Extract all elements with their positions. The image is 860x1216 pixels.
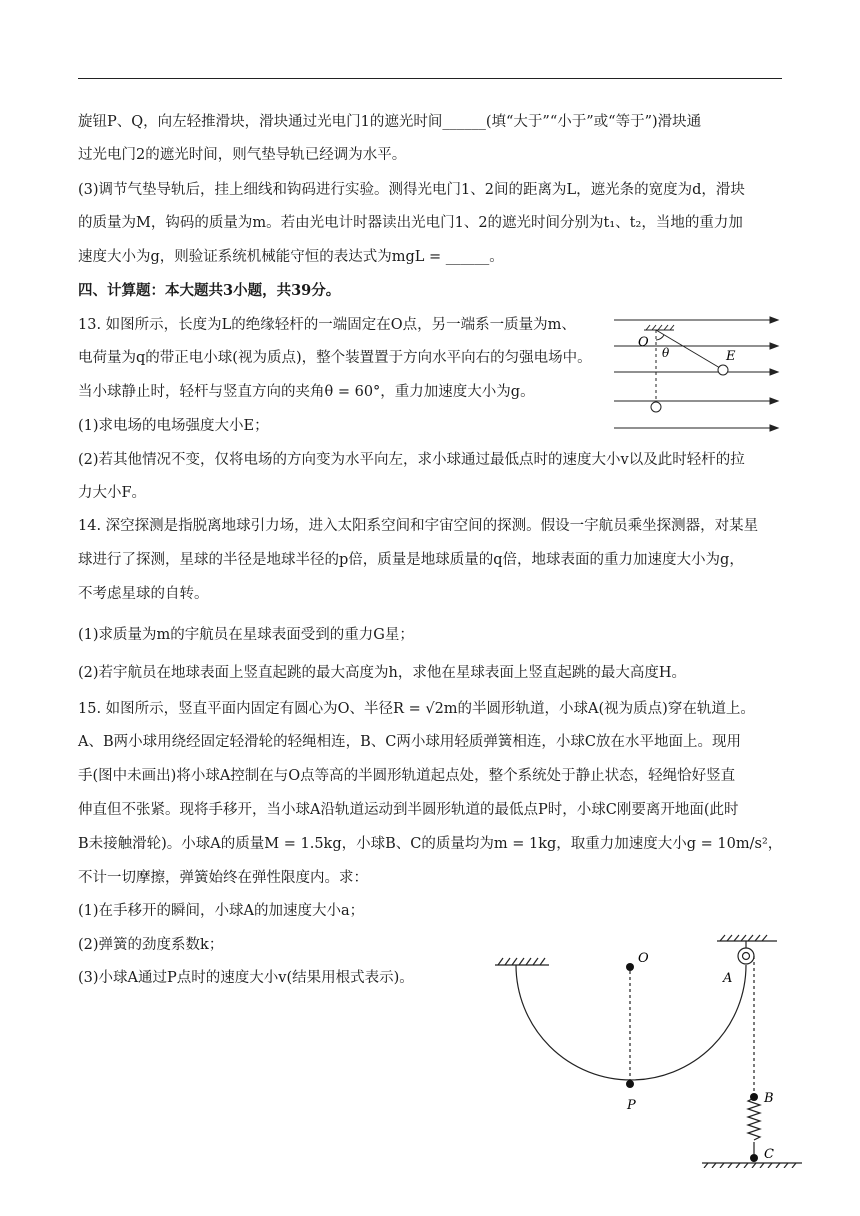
q14-part1: (1)求质量为m的宇航员在星球表面受到的重力G星； — [78, 627, 414, 643]
text-line: 过光电门2的遮光时间，则气垫导轨已经调为水平。 — [78, 147, 407, 163]
q13-text: 电荷量为q的带正电小球(视为质点)，整个装置置于方向水平向右的匀强电场中。 — [78, 350, 592, 366]
q14-part2: (2)若宇航员在地球表面上竖直起跳的最大高度为h，求他在星球表面上竖直起跳的最大高度H。 — [78, 665, 687, 681]
q15-text: B未接触滑轮)。小球A的质量M = 1.5kg，小球B、C的质量均为m = 1kg，取重力加速度大小g = 10m/s²， — [78, 836, 783, 852]
theta-label: θ — [662, 346, 670, 360]
field-e-label: E — [726, 349, 736, 364]
q13-text: 当小球静止时，轻杆与竖直方向的夹角θ = 60°，重力加速度大小为g。 — [78, 384, 535, 400]
section-title: 四、计算题：本大题共3小题，共39分。 — [78, 282, 341, 299]
point-o-label: O — [638, 335, 649, 350]
text-line: 旋钮P、Q，向左轻推滑块，滑块通过光电门1的遮光时间______(填“大于”“小于”或“等于”)滑块通 — [78, 114, 702, 130]
q15-text: 手(图中未画出)将小球A控制在与O点等高的半圆形轨道起点处，整个系统处于静止状态，轻绳恰好竖直 — [78, 768, 736, 784]
q13-text: 13. 如图所示，长度为L的绝缘轻杆的一端固定在O点，另一端系一质量为m、 — [78, 317, 576, 333]
text-line: 速度大小为g，则验证系统机械能守恒的表达式为mgL = ______。 — [78, 249, 504, 265]
header-rule — [78, 78, 782, 79]
q13-part2-cont: 力大小F。 — [78, 485, 147, 501]
text-line: 的质量为M，钩码的质量为m。若由光电计时器读出光电门1、2的遮光时间分别为t₁、t₂，当地的重力加 — [78, 215, 743, 231]
q15-figure — [490, 932, 810, 1168]
q13-figure — [608, 316, 788, 436]
q14-text: 球进行了探测，星球的半径是地球半径的p倍，质量是地球质量的q倍，地球表面的重力加速度大小为g， — [78, 552, 744, 568]
q14-text: 14. 深空探测是指脱离地球引力场，进入太阳系空间和宇宙空间的探测。假设一宇航员乘坐探测器，对某星 — [78, 518, 759, 534]
q15-part2: (2)弹簧的劲度系数k； — [78, 937, 224, 953]
q13-part2: (2)若其他情况不变，仅将电场的方向变为水平向左，求小球通过最低点时的速度大小v以及此时轻杆的拉 — [78, 452, 745, 468]
q15-text: 不计一切摩擦，弹簧始终在弹性限度内。求： — [78, 870, 368, 886]
q14-text: 不考虑星球的自转。 — [78, 586, 209, 602]
point-p-label: P — [627, 1098, 636, 1113]
q13-part1: (1)求电场的电场强度大小E； — [78, 418, 269, 434]
ball-c-label: C — [764, 1147, 774, 1162]
ball-b-label: B — [764, 1091, 774, 1106]
q15-text: A、B两小球用绕经固定轻滑轮的轻绳相连，B、C两小球用轻质弹簧相连，小球C放在水平地面上。现用 — [78, 734, 741, 750]
q15-text: 伸直但不张紧。现将手移开，当小球A沿轨道运动到半圆形轨道的最低点P时，小球C刚要离开地面(此时 — [78, 802, 739, 818]
point-o-label: O — [638, 951, 649, 966]
text-line: (3)调节气垫导轨后，挂上细线和钩码进行实验。测得光电门1、2间的距离为L，遮光条的宽度为d，滑块 — [78, 182, 745, 198]
q15-text: 15. 如图所示，竖直平面内固定有圆心为O、半径R = √2m的半圆形轨道，小球A(视为质点)穿在轨道上。 — [78, 701, 755, 717]
q15-part1: (1)在手移开的瞬间，小球A的加速度大小a； — [78, 903, 365, 919]
ball-a-label: A — [723, 971, 733, 986]
q15-part3: (3)小球A通过P点时的速度大小v(结果用根式表示)。 — [78, 970, 414, 986]
